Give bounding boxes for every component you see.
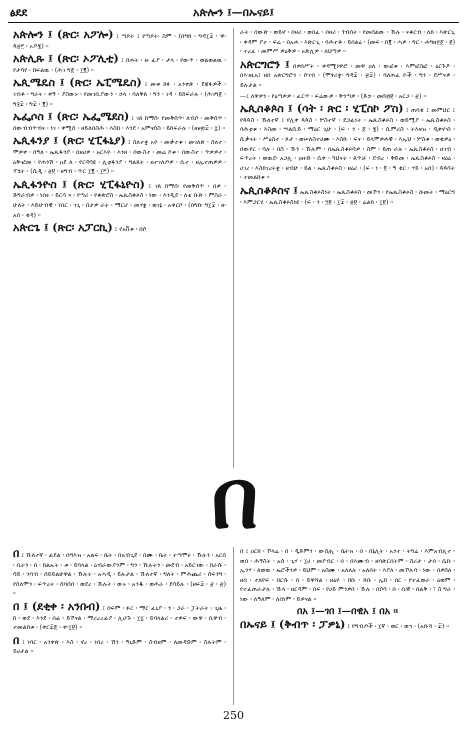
dictionary-entry [13, 221, 226, 235]
entry-headword: ኤጲስቆጶስ ፤ (ሳት ፡ ጽር ፡ ሂፒስኮ ፖስ) [240, 102, 404, 116]
entry-headword: በ [13, 633, 20, 647]
entry-definition: ፤ ነባር ፡ አንቀጽ ፡ እስ ፡ ኖረ ፡ ነበረ ፡ ኸን ፡ ዓኒድም ፡ ስብዘም ፡ ለመዳድም ፡ ስሉትም ፡ ይሀታል ። [13, 638, 226, 656]
entry-headword: ኤጲፋንዮስ ፤ (ጽር፡ ሂፒፋኒዮስ) [13, 177, 145, 191]
dictionary-entry [13, 28, 226, 51]
column-bottom-left [13, 547, 226, 705]
dictionary-entry [13, 110, 226, 133]
entry-definition: ፤ ኹለተኛ ፡ ፊደል ፡ በግእዝ ፡ አልፍ ፡ ቤት ፡ በአብጊደ ፡ በሙ ፡ ቤት ፡ ተጣሞሩ ፡ ኹሉን ፡ አርሰ ፡ ቢትን ፡ በ ፡ ከልኡት ፡ ቱ ፡ ይባላል ፡ ዕብራውያንም ፡ ግን ፡ ኹሉትን ፡ መደብ ፡ አይርገው ፡ ከራሱ ፡ ሳይ ፡ ንባብ ፡ ሰይይልሁዋል ፡ ኹሉት ፡ አሓዲ ፡ ይሉታል ፡ ኹለተኛ ፡ ግለት ፡ ምሕጨሪ ፡ ሰፍንግ ፡ የሰለሞን ፡ ፍጥረት ፡ ሰባሰበ ፡ ወደረ ፡ ኹሉት ፡ ውኑ ፡ አንዱ ፡ ወሕራ ፡ ደሳይሉ ፡ (ዘፍ፰ ፡ ፳ ፡ ፳) ። [13, 552, 226, 598]
dictionary-entry [240, 102, 455, 183]
entry-headword: ኤፌሶስ ፤ (ጽር፡ ኤፌሜደስ) [13, 110, 130, 124]
page-number: 250 [223, 709, 244, 722]
dictionary-entry [240, 184, 455, 207]
entry-definition: ኤጲስቆጶስነት ፡ ኤጲስቆጶስ ፡ መኾን ፡ የኤጲስቆጶስ ፡ ሹመት ፡ ማዕርግ ፡ እምጋርሂ ፡ ኤጲስቆጶስነዩ ፡ (ፍ ፡ ን ፡ ፺፱ ፡ ፲፰ ፡ ፳፱ ፡ ሬልክ ፡ ፲፱) ። [240, 188, 455, 206]
section-letter: በ [211, 451, 259, 547]
dictionary-entry [13, 76, 226, 109]
entry-definition: ፤ ጣዖት ፤ የጣዖት፡ ስም ፡ (በግክ ፡ ግዳ፲፰ ፡ ዋ፡ጳ፳፫ ፡ ኦዶ፮) ። [13, 33, 226, 50]
header-guide-words: አጵሎን ፤—በኡናይ፤ [193, 6, 274, 19]
entry-definition: ፤ በሐት ፡ ዙ ፈያ ፡ ታላ ፡ የውጥ ፡ ወልወልዉ ፡ የታሳየ ፡ ከፍልዉ ፡ (ሕገ ግ፩ ፡ ፲፪) ። [13, 57, 226, 74]
column-divider-top [233, 28, 234, 468]
column-bottom-right [240, 547, 455, 705]
entry-headword: በኡናይ ፤ (ቅብጥ ፡ ፓዎኒ) [240, 617, 346, 631]
dictionary-entry [240, 547, 455, 605]
entry-headword: ኤጲስቆጶስና ፤ [240, 183, 298, 197]
entry-definition: ፤ ስለተቋ ኦዮ ፡ መቃተቱ ፡ መገለጽ ፡ ስለተ ፡ ሞዎቀ ፡ በዓለ ፡ ኤጲፋንያ ፡ በዘሀዎ ፡ አርእዮ ፡ እንዘ ፡ በውስተ ፡ መሬ ኮቱ ፡ በውስተ ፡ ጥዎዎተ ፡ ዕቅ፡ፎመ ፡ የሐንሽ ፡ ዐደ ለ ፡ የርዳሳዩ ፡ ሊቲፋንያ ፡ ግልጸት ፡ ዘተገለጦዎ ፡ ቢተ ፡ ዘኢተጠዎዎ ፡ ፕሄት ፡ (ሲዲ ፡ ፳፱ ፡ ዘግብ ፡ ጥር ፲፪ ፡ ፲፫) ። [13, 139, 226, 176]
entry-headword: ኤጲፋንያ ፤ (ጽር፡ ሂፒፋኒያ) [13, 134, 126, 148]
entry-headword: ኤጲሜዴስ ፤ (ጽር፡ ኤፒሜዴስ) [13, 76, 142, 90]
dictionary-entry [240, 28, 455, 57]
entry-definition: ፤ ገጸ ከማሰ፡ የመቅሰጥ ፡ በዎ ፡ ድግራብዎ ፡ ነበሩ ፡ ይርሳ ና ፡ የጣሪ ፡ የቆጽሮስ ፡ ኤጲስቆጶስ ፡ ነው ፡ እንዲደ ፡ ለቴ ቡጽ ፡ ምስራ ፡ ሁለት ፡ እድሁብዊ ፡ ነበር ፡ ገጊ ፡ በታዎ ራት ፡ ማርሆ ፡ መሃቋ ፡ ወገኔ ፡ አቀርቦ ፡ (በግክ፡ ግ፲፰ ፡ ዘ፡ አበ ፡ ቂዳ) ። [13, 182, 226, 219]
entry-definition: በ ፤ ዐርክ ፡ ኾላሬ ፡ በ ፡ ዲድምን ፡ ውሰሒ ፡ ቤትዝ ፡ በ ፡ በኔሊት ፡ አንተ ፡ ትግሬ ፡ እምአብሊተ ፡ ወበ ፡ ሕኝስት ፡ አሰ ፡ ጊሃ ፡ ፲ሀ ፡ መያብር ፡ በ ፡ በእሙብ ፡ ዘባጽርበትም ፡ ስሪታ ፡ ታበ ፡ ሴኩ ፡ ኢንሃ ፡ ለወዉ ፡ ኤሮችንዎ ፡ ይህም ፡ አሰሙ ፡ አለለሉ ፡ አለበት ፡ እያለ ፡ መኾሉባ ፡ ነው ፡ በዎሰለ ፡ ዘበ ፡ ተለየፍ ፡ በርሱ ፡ በ ፡ ይዋሻል ፡ ዘዕዮ ፡ ክቡ ፡ ክቡ ፡ ኢከ ፡ በር ፡ የተፈወራ ፡ ዕወም ፡ የተፈጠራታሉ ፡ ኹላ ፡ ዘርዳም ፡ በፍ ፡ የሀይ ምንዎበ ፡ ኹሉ ፡ በሶሳ ፡ በ ፡ ቢዊ ፡ በልቅ ፡ ፣ ስ ግራ ፡ ነው ፡ ለዓለም ፡ ለበነም ፡ ይዎናል ። [240, 548, 455, 603]
dictionary-entry [240, 92, 455, 102]
entry-headword: በ ፤ (ደቂቀ ፡ አንበብ) [13, 599, 101, 613]
dictionary-entry [13, 634, 226, 657]
entry-definition: ፤ የግብጦች ፡ ፲ኛ ፡ ወር ፡ ወኀ ፡ (አቡሻ ፡ ፰) ። [347, 622, 450, 630]
entry-definition: ፤ የአቨቱ ፡ በሶ [114, 226, 147, 234]
entry-headword: አጵርጌ ፤ (ጽር፡ አፓርኪ) [13, 221, 113, 235]
entry-headword: አጵሊጹ ፤ (ጽር፡ ኦፖሊቲ) [13, 52, 119, 66]
column-top-right [240, 28, 455, 400]
header-left: ፅደደ [10, 6, 28, 19]
dictionary-entry [240, 58, 455, 91]
entry-headword: በ [13, 547, 20, 560]
dictionary-entry [13, 600, 226, 633]
dictionary-entry [13, 178, 226, 220]
entry-definition: —፤ ለዋዎን ፡ የዕጣዎዎ ፡ ፈርጥ ፡ ፍሬውዎ ፡ ቅንጣዎ ፡ (ድኃ ፡ መሰ፴፱ ፡ አርጋ ፡ ፳) ። [240, 92, 427, 100]
column-divider-bottom [233, 547, 234, 705]
entry-definition: ራት ፡ በውጽ ፡ ወይኖ ፡ በዛሪ ፡ ወበፈ ፡ በዛሪ ፡ ጎብሰት ፡ የመሰልው ፡ ኹሉ ፡ ናቆርብ ፡ ለከ ፡ እጽርጊ ፡ ቀዳም ያተ ፡ ፍሬ ፡ በአሐ ፡ እጽርጊ ፡ ባሕተቶ ፡ ይበልዕ ፡ (መፍ ፡ ከ፪ ፡ ሓዎ ፡ ግር ፡ ሐግዘ፻፩ ፡ ፱) ፡ ተረፈ ፡ መምሥ ዎዕቅዎ ፡ ኦጽሊዎ ፡ ለህጣዎ ። [240, 29, 455, 56]
entry-headword: አጵሎን ፤ (ጽር፡ አፖሎ) [13, 28, 114, 41]
dictionary-entry [13, 134, 226, 176]
entry-definition: ፤ መቱ ክፉ ፡ አንቀጽ ፡ ደጃፉዎች ፡ ገብቶ ፡ ግራና ፡ ቀኝ ፡ ያስውኑ ፡ የመገቢያውን ፡ ኃላ ፡ ባለቅጸ ፡ ግን ፡ ገዳ ፡ ይከፍራሉ ፡ (ሕገግ፩ ፡ ግ፶፰ ፡ ግ፰ ፡ ፪) ። [13, 81, 226, 108]
entry-definition: ፤ በፍም ፡ ፉር ፡ ማር ፈኒያ ፡ ን ፡ ጋራ ፡ ፓትራት ፡ ጊዜ ፡ ከ ፡ ወደ ፡ እንደ ፡ በፊ ፡ ይኾናል ፡ ማሪረረፊያ ፡ ሊሆጉ ፡ ፲፯ ፡ ይባላልሪ ፡ ተዎፍ ፡ ውዋ ፡ ቢዋብ ፡ ተመልከቱ ፡ (ቀር፰፩ ፡ ቀ፡፲፱) ። [13, 604, 226, 632]
dictionary-entry [13, 547, 226, 599]
entry-definition: በዎበሥት ፡ ቀዳሚነዋሮ ፡ መዋ ዐለ ፡ ውፎቱ ፡ እምፎስፎ ፡ ዕርጉዶ ፡ በእገዚአ፤ ዘበ አጵርግሮን ፡ ሶገብ ፡ (ሞፃሪቋ፡ ግዳ፰ ፡ ፳፰) ፡ ባለሐፈ ዮች ፡ ግን ፡ ደሥናዎ ፡ ይሉታል ። [240, 62, 455, 89]
dictionary-entry [240, 618, 455, 632]
dictionary-entry [13, 52, 226, 75]
entry-definition: ፤ ጠባቂ ፤ መምህር ፤ የጳጳስ ፡ ኹለተኛ ፤ የሊቀ ጳጳስ ፡ ሦስተኛ ፡ ደጋፊነት ፡ ኤጲስቆጶስ ፡ ወይሚያ ፡ ኤጲስቆጶስ ፡ ባሕቲቱ ፡ እስመ ፡ ሣልሲይ ፡ ማዕር ጊሁ ፡ (ፍ ፡ ን ፡ ፩ ፡ ፮) ፡ ሲምሪስ ፡ ትእዛዝ ፡ ዲቀኖ፡ሰ ፡ ሲቃናት ፡ ሥዕስተ ፡ ጾታ ፡ ወሠለስተሀሙ ፡ እስኩ ፡ ፍና ፡ ይላሞዎሐዊ ፡ እኢህ ፡ ሦስቱ ፡ ወቁዎዕ ፡ በውየር ፡ ሳሉ ፡ በስ ፡ ኹን ፡ ኹሉም ፡ በኤጲስቆጶሳዎ ፡ ስም ፡ ይጠ ራሉ ፡ ኤጲስቆጶስ ፡ ዘገብ ፡ ፍጥረት ፡ ወዉደ፡ አጋሊ ፡ ዐዘ፡ድ ፡ ሲቀ ፡ ካህናት ፡ ጸጥቻ ፡ ደብረ ፡ ቅድመ ፡ ኤጲስቆጶስ ፡ ዛዕዕ ፡ ሀገረ ፡ እስከገረሩቋ ፡ ዘብሁ ፡ ይል ፡ ኤጲስቆጶስ ፡ ዘዕሪ ፡ (ፍ ፡ ነ ፡ ፬ ፡ ዓ ቂር ፡ ሃይ ፡ አበ) ፡ ጳጳሳት ፡ ተመልከቱ ። [240, 107, 455, 182]
running-header [10, 6, 457, 20]
column-top-left [13, 28, 226, 470]
header-rule [8, 22, 459, 23]
entry-headword: አጵርግሮን ፤ [240, 57, 290, 71]
entry-definition: ፤ ገጸ ከማሰ፡ የመቅሰጥ፡ ለብሶ ፡ መቅሰጥ ፡ በውብብጥብና ፡ ነገ ፡ ቀሚሰ ፡ ዘይለበስሕ ፡ እስከ ፡ እንደ ፡ አምናሰስ ፡ ይከፍራሉ ፡ (ዘፀ፴፰ ፡ ፯) ። [13, 115, 226, 132]
section-heading: በአ ፤—ገበ ፤—በዊአ ፤ በአ ። [296, 605, 398, 617]
